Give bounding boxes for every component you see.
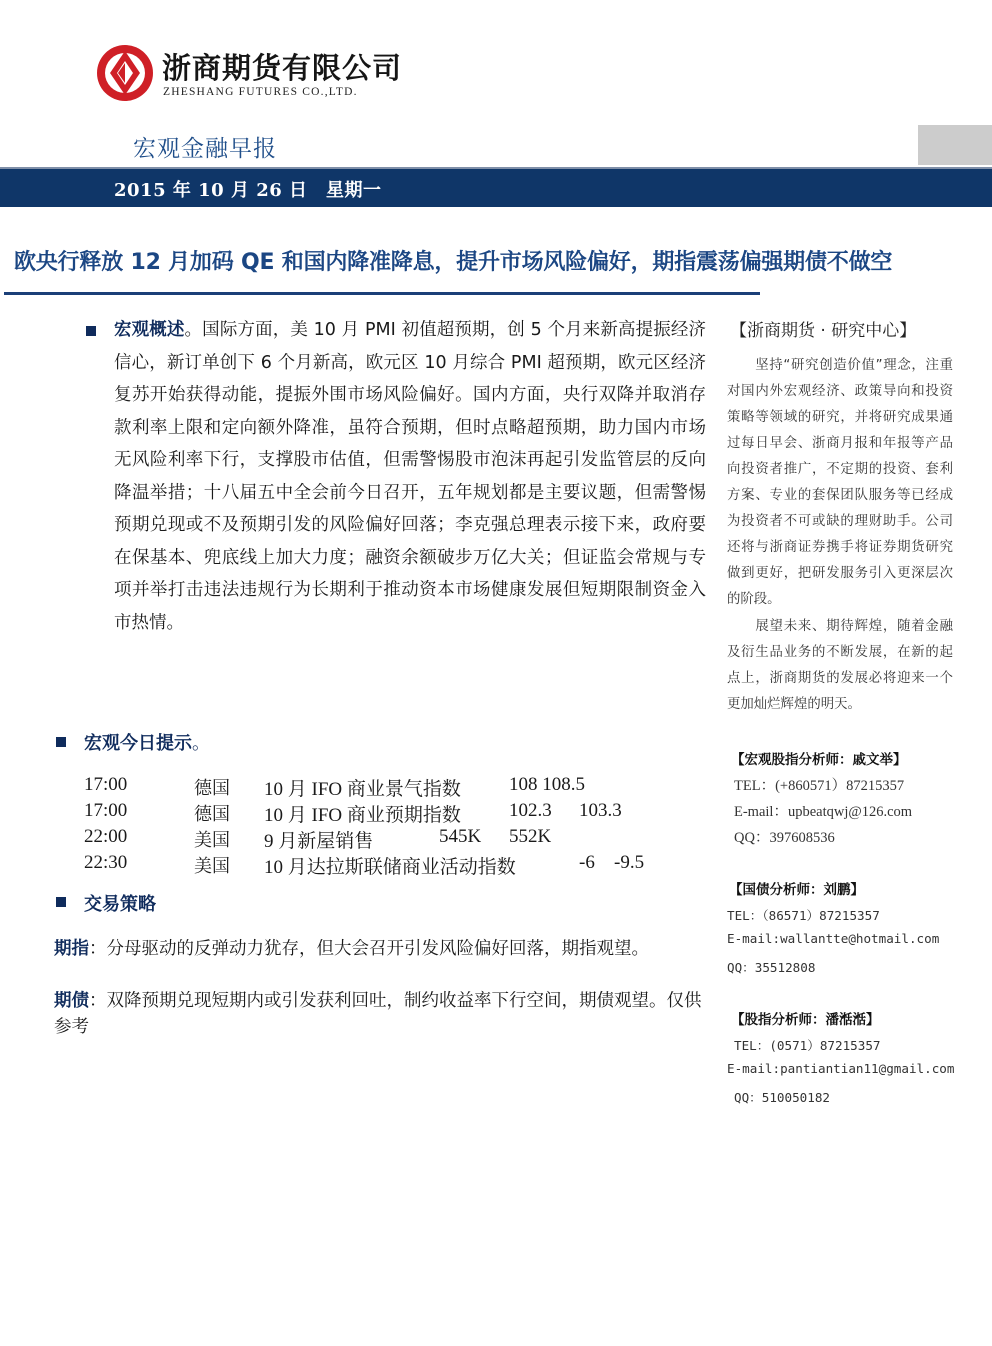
overview-text: 。国际方面，美 10 月 PMI 初值超预期，创 5 个月来新高提振经济信心，新订单创下 6 个月新高，欧元区 10 月综合 PMI 超预期，欧元区经济复苏开始获得动能，提振外围市场风险偏好。国内方面，央行双降并取消存款利率上限和定向额外降准，虽符合预期，但时点略超预期，助力国内市场无风险利率下行，支撑股市估值，但需警惕股市泡沫再起引发监管层的反向降温举措；十八届五中全会前今日召开，五年规划都是主要议题，但需警惕预期兑现或不及预期引发的风险偏好回落；李克强总理表示接下来，政府要在保基本、兜底线上加大力度；融资余额破步万亿大关；但证监会常规与专项并举打击违法违规行为长期利于推动资本市场健康发展但短期限制资金入市热情。	[114, 320, 707, 633]
contact-email[interactable]: E-mail:wallantte@hotmail.com	[727, 931, 940, 946]
calendar-country: 德国	[194, 778, 230, 799]
calendar-value-1: -6	[579, 852, 595, 873]
header-grey-block	[918, 125, 992, 165]
headline-divider	[4, 292, 760, 295]
calendar-country: 美国	[194, 856, 230, 877]
sidebar-heading: 【浙商期货 · 研究中心】	[730, 321, 917, 341]
headline: 欧央行释放 12 月加码 QE 和国内降准降息，提升市场风险偏好，期指震荡偏强期债不做空	[14, 250, 893, 275]
strategy-item	[54, 988, 706, 1040]
calendar-row	[84, 774, 704, 800]
contact-title: 【股指分析师：潘湉湉】	[731, 1012, 880, 1028]
calendar-time: 22:30	[84, 852, 128, 873]
calendar-event: 10 月 IFO 商业预期指数	[264, 805, 461, 826]
calendar-value-2: 552K	[509, 826, 552, 847]
report-title: 宏观金融早报	[133, 136, 277, 162]
bullet-square-icon	[56, 737, 66, 747]
calendar-value-2: -9.5	[614, 852, 645, 873]
bullet-square-icon	[86, 326, 96, 336]
strategy-text: ：双降预期兑现短期内或引发获利回吐，制约收益率下行空间，期债观望。仅供参考	[54, 991, 702, 1037]
calendar-value-1: 108 108.5	[509, 774, 585, 795]
calendar-time: 22:00	[84, 826, 128, 847]
strategy-title: 交易策略	[84, 894, 156, 915]
calendar-country: 德国	[194, 804, 230, 825]
strategy-text: ：分母驱动的反弹动力犹存，但大会召开引发风险偏好回落，期指观望。	[89, 939, 649, 959]
contact-tel: TEL：（86571）87215357	[727, 908, 880, 923]
company-name-en: ZHESHANG FUTURES CO.,LTD.	[163, 86, 358, 98]
contact-email[interactable]: E-mail:pantiantian11@gmail.com	[727, 1061, 955, 1076]
calendar-row	[84, 852, 704, 878]
calendar-event: 10 月达拉斯联储商业活动指数	[264, 857, 516, 878]
calendar-value-1: 102.3	[509, 800, 552, 821]
contact-qq: QQ：397608536	[734, 830, 835, 846]
contact-tel: TEL：(+860571）87215357	[734, 778, 905, 794]
contact-title: 【国债分析师：刘鹏】	[729, 882, 864, 898]
sidebar-outlook: 展望未来、期待辉煌，随着金融及衍生品业务的不断发展，在新的起点上，浙商期货的发展必将迎来一个更加灿烂辉煌的明天。	[727, 619, 953, 712]
company-logo-icon	[96, 44, 154, 102]
bullet-square-icon	[56, 897, 66, 907]
company-name-cn: 浙商期货有限公司	[162, 51, 403, 85]
calendar-row	[84, 800, 704, 826]
overview-label: 宏观概述	[114, 320, 185, 340]
calendar-row	[84, 826, 704, 852]
calendar-title: 宏观今日提示。	[84, 733, 210, 754]
contact-qq: QQ：35512808	[727, 960, 816, 975]
report-date: 2015 年 10 月 26 日 星期一	[114, 180, 382, 201]
calendar-value-2: 103.3	[579, 800, 622, 821]
strategy-item	[54, 936, 706, 962]
calendar-value-1: 545K	[439, 826, 482, 847]
calendar-country: 美国	[194, 830, 230, 851]
strategy-label: 期债	[54, 991, 89, 1011]
contact-tel: TEL：(0571）87215357	[734, 1038, 881, 1053]
contact-email[interactable]: E-mail：upbeatqwj@126.com	[734, 804, 913, 820]
strategy-label: 期指	[54, 939, 89, 959]
calendar-time: 17:00	[84, 800, 128, 821]
contact-title: 【宏观股指分析师：戚文举】	[731, 752, 907, 768]
calendar-time: 17:00	[84, 774, 128, 795]
calendar-event: 9 月新屋销售	[264, 831, 374, 852]
sidebar-intro: 坚持“研究创造价值”理念，注重对国内外宏观经济、政策导向和投资策略等领域的研究，并将研究成果通过每日早会、浙商月报和年报等产品向投资者推广，不定期的投资、套利方案、专业的套保团队服务等已经成为投资者不可或缺的理财助手。公司还将与浙商证券携手将证券期货研究做到更好，把研发服务引入更深层次的阶段。	[727, 358, 953, 607]
macro-overview	[114, 314, 706, 639]
contact-qq: QQ：510050182	[734, 1090, 830, 1105]
calendar-event: 10 月 IFO 商业景气指数	[264, 779, 461, 800]
